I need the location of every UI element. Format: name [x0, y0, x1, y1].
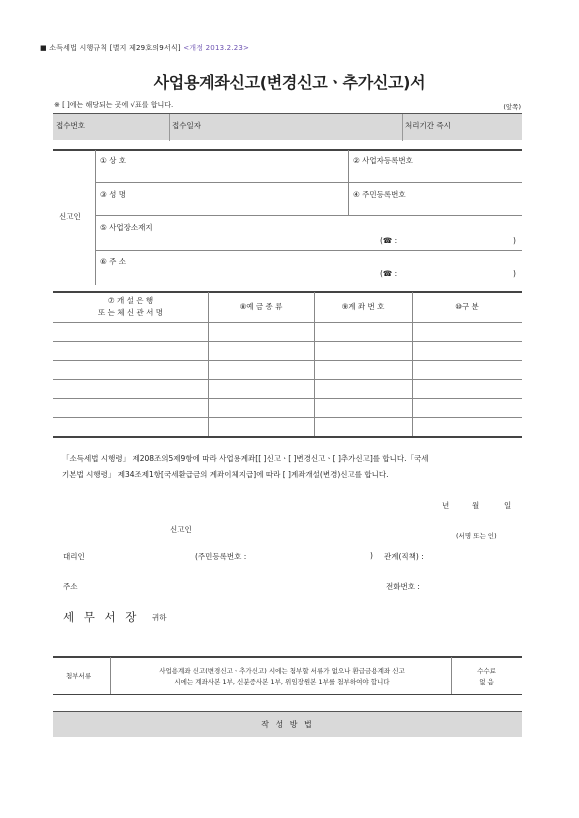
attachments-text-line1: 사업용계좌 신고(변경신고ㆍ추가신고) 시에는 첨부할 서류가 없으나 환급금용계좌 신고	[159, 667, 405, 675]
form-title: 사업용계좌신고(변경신고ㆍ추가신고)서	[153, 73, 426, 92]
applicant-section-label: 신고인	[59, 212, 81, 221]
regulation-text: ■ 소득세법 시행규칙 [별지 제29호의9서식]	[40, 44, 181, 52]
relation-label: 관계(직책) :	[384, 552, 424, 561]
biz-phone-close: )	[513, 236, 516, 245]
agent-resident-no-label: (주민등록번호 :	[195, 552, 247, 561]
bank-header-line2: 또 는 체 신 관 서 명	[97, 308, 164, 317]
receipt-number-label: 접수번호	[56, 121, 85, 130]
attachments-text-line2: 시에는 계좌사본 1부, 신분증사본 1부, 위임장원본 1부를 첨부하여야 합니다	[174, 678, 390, 686]
declaration-line1: 「소득세법 시행령」 제208조의5제9항에 따라 사업용계좌[[ ]신고ㆍ[ ]변경신고ㆍ[ ]추가신고]를 합니다.「국세	[62, 454, 429, 463]
home-phone-close: )	[513, 269, 516, 278]
name-label: ③ 성 명	[100, 190, 126, 199]
regulation-header	[40, 43, 249, 53]
page-side-label: (앞쪽)	[503, 103, 521, 111]
account-no-header: ⑨계 좌 번 호	[341, 302, 385, 311]
trade-name-label: ① 상 호	[100, 156, 126, 165]
fee-label: 수수료	[477, 667, 496, 675]
agent-phone-label: 전화번호 :	[386, 582, 420, 591]
sign-note: (서명 또는 인)	[456, 532, 497, 540]
day-label: 일	[504, 501, 512, 510]
declaration-line2: 기본법 시행령」 제34조제1항[국세환급금의 계좌이체지급]에 따라 [ ]계좌개설(변경)신고를 합니다.	[62, 470, 389, 479]
biz-phone-open: (☎ :	[380, 236, 398, 245]
biz-reg-no-label: ② 사업자등록번호	[353, 156, 413, 165]
year-label: 년	[442, 501, 450, 510]
revision-date: <개정 2013.2.23>	[183, 44, 250, 52]
instructions-bar	[53, 711, 522, 737]
bank-header-line1: ⑦ 개 설 은 행	[107, 296, 154, 305]
checkbox-note: ※ [ ]에는 해당되는 곳에 √표를 합니다.	[54, 101, 174, 109]
receipt-date-label: 접수일자	[172, 121, 201, 130]
tax-office-label: 세 무 서 장	[63, 610, 140, 624]
addressee-suffix: 귀하	[152, 613, 167, 622]
deposit-type-header: ⑧예 금 종 류	[239, 302, 283, 311]
agent-address-label: 주소	[63, 582, 78, 591]
category-header: ⑩구 분	[455, 302, 479, 311]
attachments-text	[116, 666, 448, 688]
address-label: ⑥ 주 소	[100, 257, 126, 266]
instructions-title: 작 성 방 법	[261, 720, 314, 729]
declaration-text	[62, 451, 522, 483]
processing-period-label: 처리기간 즉시	[405, 121, 451, 130]
home-phone-open: (☎ :	[380, 269, 398, 278]
attachments-label: 첨부서류	[66, 672, 92, 680]
agent-label: 대리인	[63, 552, 85, 561]
agent-resident-no-close: )	[370, 551, 373, 560]
receipt-bar	[53, 113, 522, 140]
bank-header	[53, 295, 208, 319]
fee-value: 없 음	[479, 678, 494, 686]
biz-address-label: ⑤ 사업장소재지	[100, 223, 153, 232]
resident-no-label: ④ 주민등록번호	[353, 190, 406, 199]
applicant-sign-label: 신고인	[170, 525, 192, 534]
fee-cell	[451, 666, 522, 688]
month-label: 월	[472, 501, 480, 510]
